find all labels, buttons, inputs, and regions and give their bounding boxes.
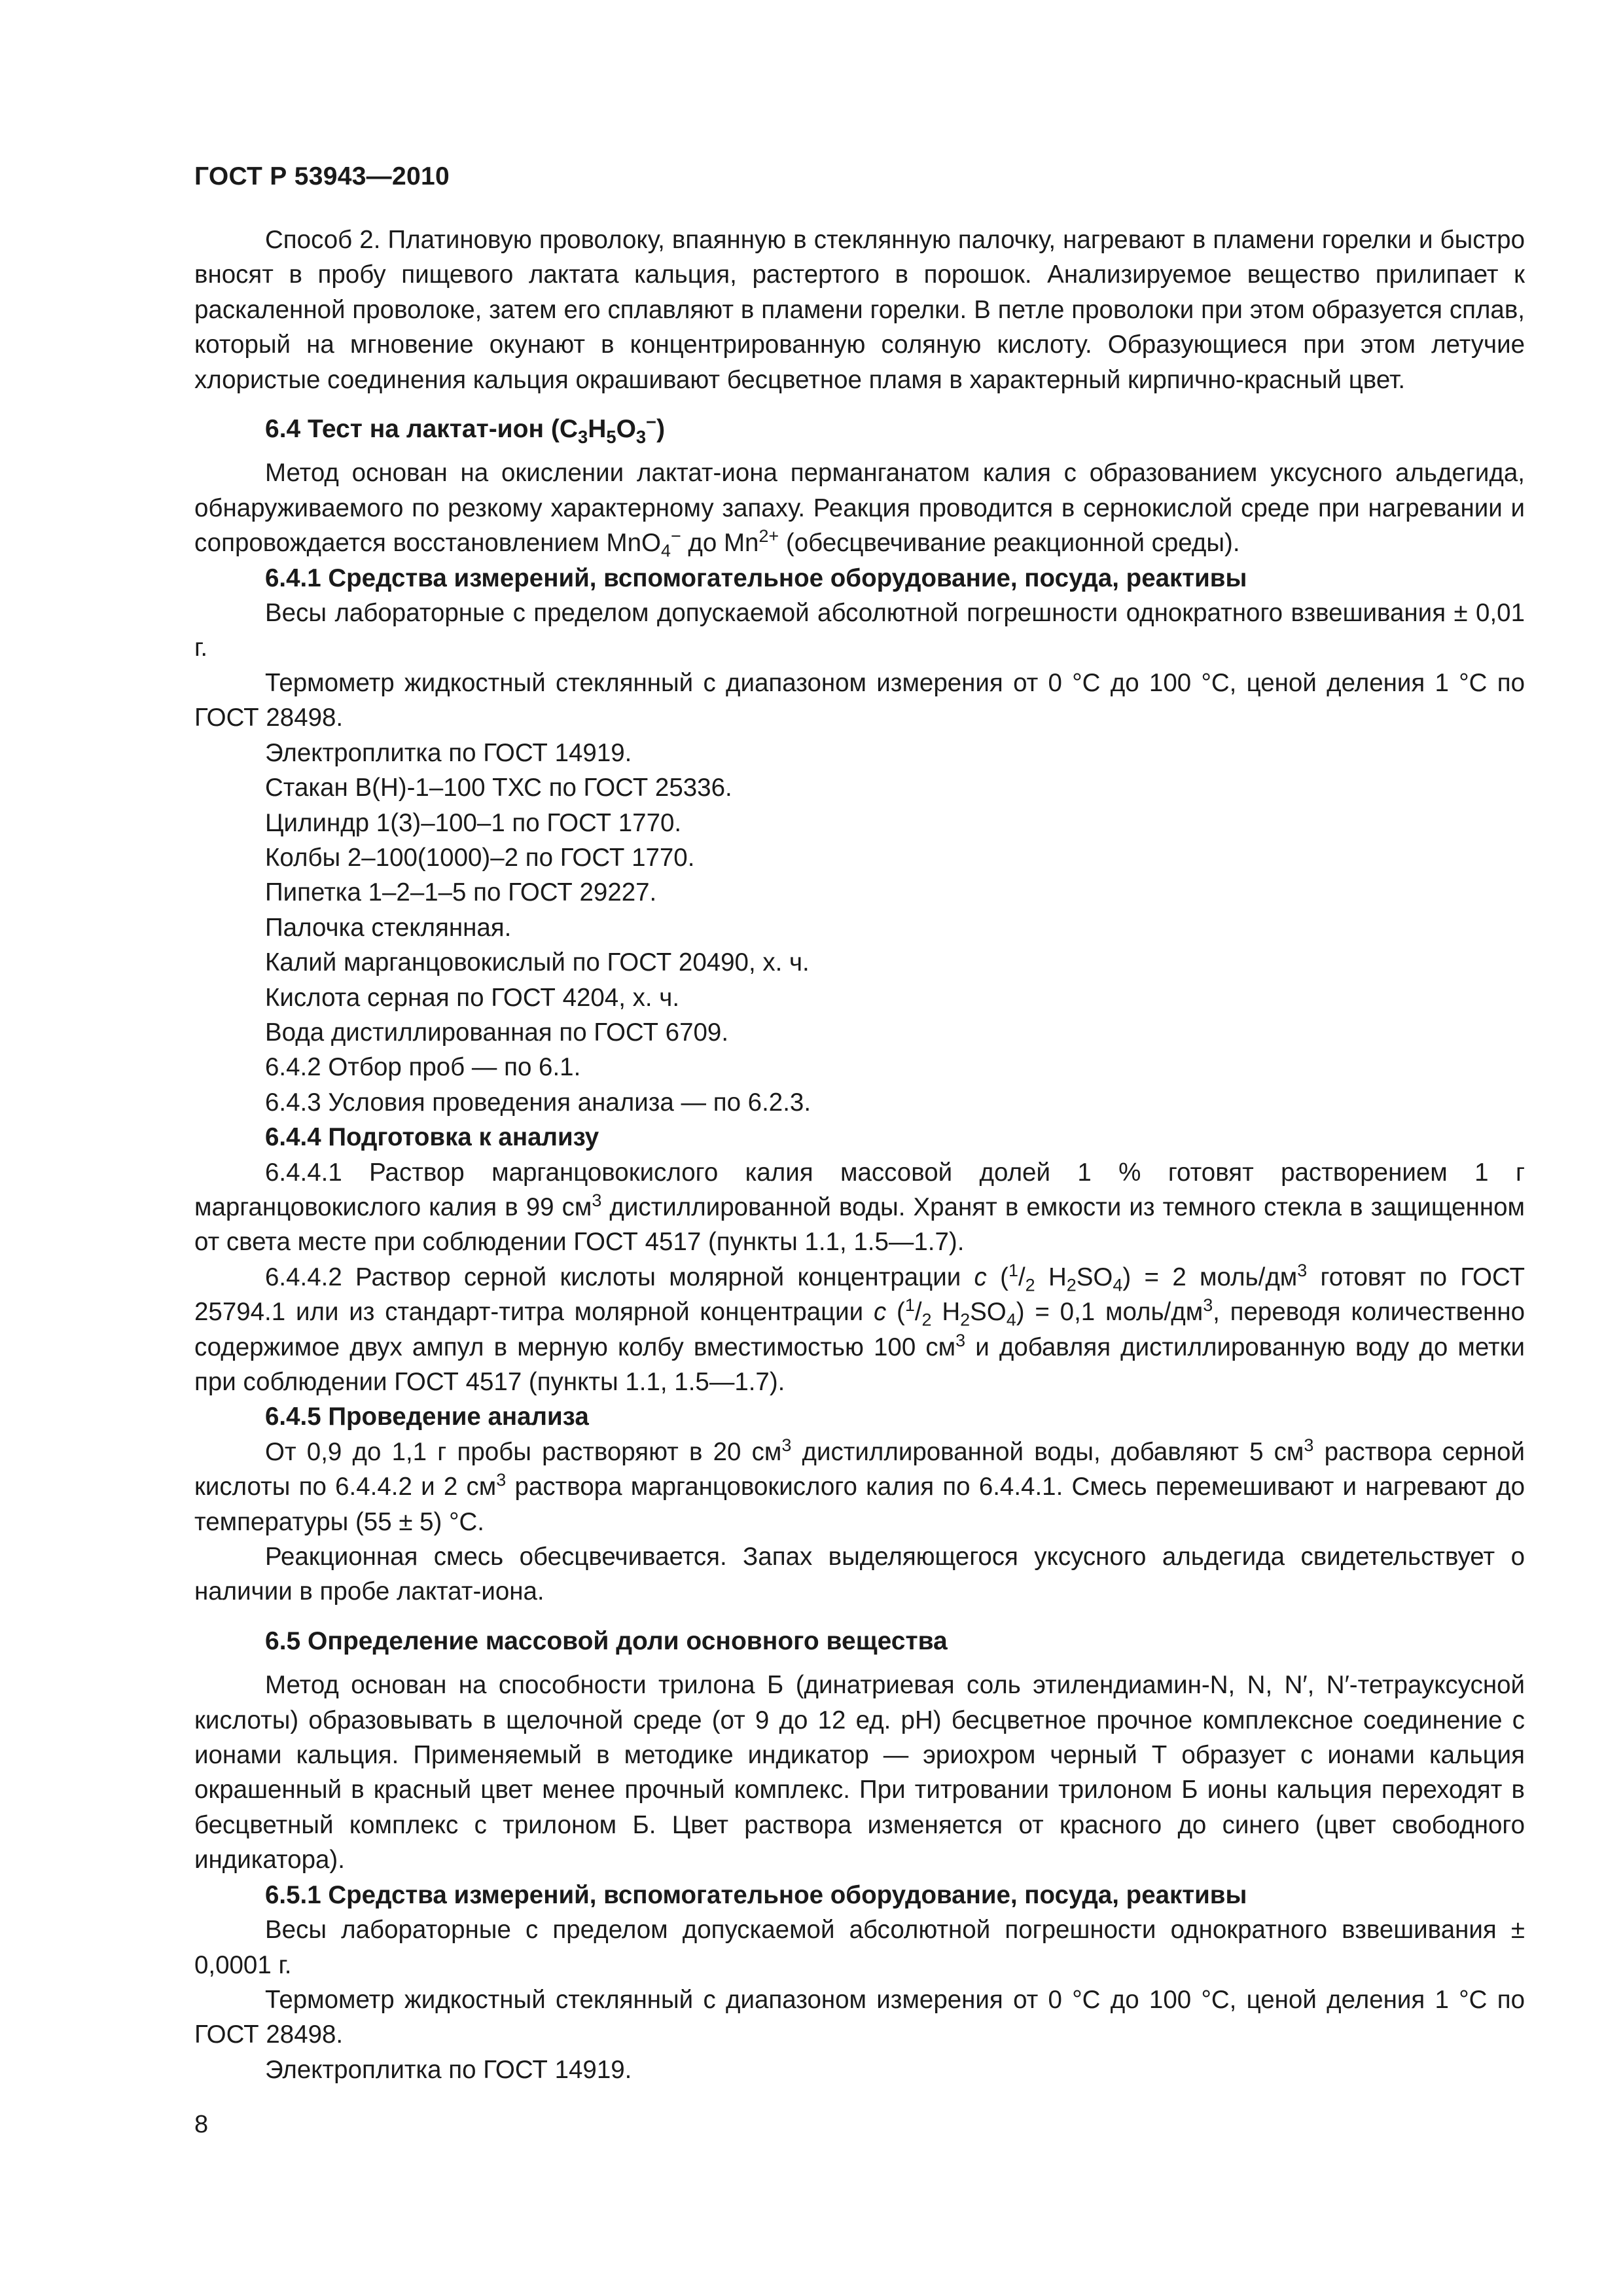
section-6-4-5-heading: 6.4.5 Проведение анализа bbox=[265, 1403, 589, 1431]
document-body bbox=[194, 223, 1525, 2087]
paragraph-6-5-method: Метод основан на способности трилона Б (динатриевая соль этилендиамин-N, N, N′, N′-тетрауксусной кислоты) образовывать в щелочной среде (от 9 до 12 ед. рН) бесцветное прочное комплексное соединение с ионами кальция. Применяемый в методике индикатор — эриохром черный Т образует с ионами кальция окрашенный в красный цвет менее прочный комплекс. При титровании трилоном Б ионы кальция переходят в бесцветный комплекс с трилоном Б. Цвет раствора изменяется от красного до синего (цвет свободного индикатора). bbox=[194, 1671, 1525, 1874]
paragraph-6-5-1-scales: Весы лабораторные с пределом допускаемой абсолютной погрешности однократного взвешивания ± 0,0001 г. bbox=[194, 1916, 1525, 1979]
list-item-cylinder: Цилиндр 1(3)–100–1 по ГОСТ 1770. bbox=[265, 808, 682, 837]
paragraph-6-4-4-2: 6.4.4.2 Раствор серной кислоты молярной концентрации c ($^1/_2$ $H_2SO_4) = 2$ моль/$дм^3$ готовят по ГОСТ 25794.1 или из стандарт-титра молярной концентрации c ($^1/_2$ $H_2SO_4) = 0,1$ моль/$дм^3$, переводя количественно содержимое двух ампул в мерную колбу вместимостью 100 $см^3$ и добавляя дистиллированную воду до метки при соблюдении ГОСТ 4517 (пункты 1.1, 1.5—1.7). bbox=[194, 1260, 1525, 1396]
document-header: ГОСТ Р 53943—2010 bbox=[194, 162, 450, 190]
section-6-4-heading: 6.4 Тест на лактат-ион $(C_3H_5O_3^-)$ bbox=[265, 412, 666, 447]
list-item-beaker: Стакан В(Н)-1–100 ТХС по ГОСТ 25336. bbox=[265, 774, 732, 802]
list-item-glass-rod: Палочка стеклянная. bbox=[265, 913, 512, 942]
list-item-flasks: Колбы 2–100(1000)–2 по ГОСТ 1770. bbox=[265, 843, 695, 872]
paragraph-6-4-1-scales: Весы лабораторные с пределом допускаемой абсолютной погрешности однократного взвешивания ± 0,01 г. bbox=[194, 599, 1525, 662]
paragraph-6-4-5-procedure: От 0,9 до 1,1 г пробы растворяют в 20 $см^3$ дистиллированной воды, добавляют 5 $см^3$ раствора серной кислоты по 6.4.4.2 и 2 $см^3$ раствора марганцовокислого калия по 6.4.4.1. Смесь перемешивают и нагревают до температуры (55 ± 5) °С. bbox=[194, 1435, 1525, 1536]
paragraph-6-4-3: 6.4.3 Условия проведения анализа — по 6.2.3. bbox=[265, 1088, 812, 1117]
list-item-pipette: Пипетка 1–2–1–5 по ГОСТ 29227. bbox=[265, 878, 657, 907]
paragraph-6-4-method: Метод основан на окислении лактат-иона перманганатом калия с образованием уксусного альдегида, обнаруживаемого по резкому характерному запаху. Реакция проводится в сернокислой среде при нагревании и сопровождается восстановлением MnO$_4$− до $Mn^{2+}$ (обесцвечивание реакционной среды). bbox=[194, 459, 1525, 561]
list-item-hotplate: Электроплитка по ГОСТ 14919. bbox=[265, 738, 632, 767]
paragraph-method-2: Способ 2. Платиновую проволоку, впаянную в стеклянную палочку, нагревают в пламени горелки и быстро вносят в пробу пищевого лактата кальция, растертого в порошок. Анализируемое вещество прилипает к раскаленной проволоке, затем его сплавляют в пламени горелки. В петле проволоки при этом образуется сплав, который на мгновение окунают в концентрированную соляную кислоту. Образующиеся при этом летучие хлористые соединения кальция окрашивают бесцветное пламя в характерный кирпично-красный цвет. bbox=[194, 226, 1525, 394]
list-item-sulfuric-acid: Кислота серная по ГОСТ 4204, х. ч. bbox=[265, 983, 680, 1012]
paragraph-6-5-1-thermometer: Термометр жидкостный стеклянный с диапазоном измерения от 0 °С до 100 °С, ценой деления 1 °С по ГОСТ 28498. bbox=[194, 1985, 1525, 2049]
paragraph-6-4-1-thermometer: Термометр жидкостный стеклянный с диапазоном измерения от 0 °С до 100 °С, ценой деления 1 °С по ГОСТ 28498. bbox=[194, 668, 1525, 732]
list-item-distilled-water: Вода дистиллированная по ГОСТ 6709. bbox=[265, 1018, 729, 1047]
page-number: 8 bbox=[194, 2111, 209, 2138]
list-item-hotplate-2: Электроплитка по ГОСТ 14919. bbox=[265, 2055, 632, 2084]
paragraph-6-4-2: 6.4.2 Отбор проб — по 6.1. bbox=[265, 1053, 581, 1082]
paragraph-6-4-5-result: Реакционная смесь обесцвечивается. Запах выделяющегося уксусного альдегида свидетельствует о наличии в пробе лактат-иона. bbox=[194, 1543, 1525, 1606]
list-item-permanganate: Калий марганцовокислый по ГОСТ 20490, х. ч. bbox=[265, 948, 810, 977]
section-6-4-4-heading: 6.4.4 Подготовка к анализу bbox=[265, 1123, 599, 1152]
section-6-5-heading: 6.5 Определение массовой доли основного вещества bbox=[265, 1626, 948, 1655]
section-6-5-1-heading: 6.5.1 Средства измерений, вспомогательное оборудование, посуда, реактивы bbox=[265, 1880, 1247, 1909]
paragraph-6-4-4-1: 6.4.4.1 Раствор марганцовокислого калия массовой долей 1 % готовят растворением 1 г марганцовокислого калия в 99 $см^3$ дистиллированной воды. Хранят в емкости из темного стекла в защищенном от света месте при соблюдении ГОСТ 4517 (пункты 1.1, 1.5—1.7). bbox=[194, 1158, 1525, 1257]
section-6-4-1-heading: 6.4.1 Средства измерений, вспомогательное оборудование, посуда, реактивы bbox=[265, 564, 1247, 592]
